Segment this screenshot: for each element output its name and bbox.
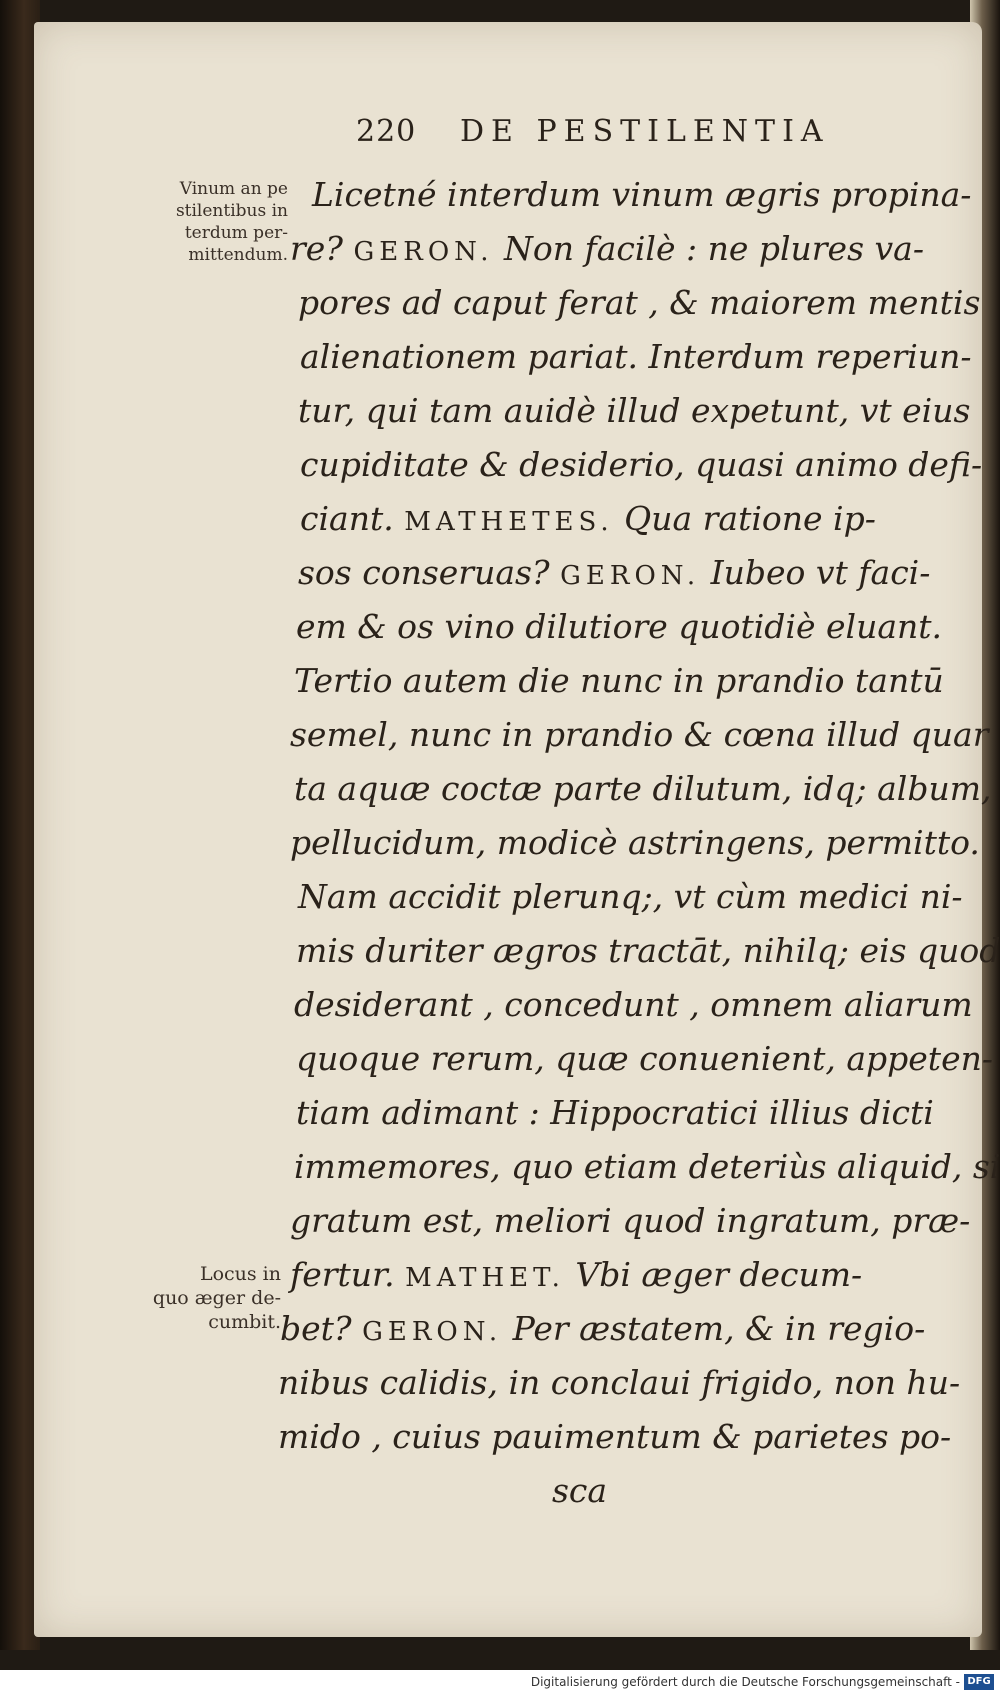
text-line [290,816,980,870]
text-line [290,708,988,762]
text-segment: em & os vino dilutiore quotidiè eluant. [296,607,943,646]
text-segment: immemores, quo etiam deteriùs aliquid, si [294,1147,1000,1186]
text-line [294,654,944,708]
text-segment: gratum est, meliori quod ingratum, præ- [290,1201,971,1240]
text-line [296,1086,934,1140]
margin-note-wine [128,178,288,266]
footer-bar [0,1670,1000,1697]
text-segment: Non facilè : ne plures va- [493,229,924,268]
margin-note-line: cumbit. [208,1311,281,1333]
speaker-name: GERON. [362,1317,503,1347]
running-head: DE PESTILENTIA [460,114,830,149]
text-line [300,330,972,384]
text-line [290,1248,862,1302]
body-text [278,168,1000,1510]
text-segment: bet? [280,1309,363,1348]
text-line [294,978,973,1032]
text-line [296,600,942,654]
text-line [298,384,970,438]
margin-note-line: Vinum an pe [179,179,288,199]
text-segment: Iubeo vt faci- [700,553,931,592]
text-segment: sca [552,1471,608,1510]
text-segment: desiderant , concedunt , omnem aliarum [294,985,973,1024]
speaker-name: MATHETES. [404,507,614,537]
text-segment: re? [290,229,354,268]
text-segment: alienationem pariat. Interdum reperiun- [300,337,972,376]
margin-note-line: Locus in [199,1263,281,1285]
margin-note-line: stilentibus in [175,201,288,221]
text-line [278,1410,951,1464]
text-segment: Qua ratione ip- [613,499,876,538]
text-segment: Licetné interdum vinum ægris propina- [312,175,972,214]
text-line [278,1356,960,1410]
text-line [552,1464,607,1518]
text-line [300,492,876,546]
text-segment: Per æstatem, & in regio- [502,1309,926,1348]
text-line [294,1140,1000,1194]
speaker-name: MATHET. [405,1263,565,1293]
text-line [296,1032,993,1086]
text-segment: Nam accidit plerunq;, vt cùm medici ni- [298,877,963,916]
text-line [300,438,982,492]
speaker-name: GERON. [353,237,494,267]
text-segment: pellucidum, modicè astringens, permitto. [290,823,980,862]
text-line [290,222,924,276]
page-number: 220 [356,114,417,149]
text-segment: tiam adimant : Hippocratici illius dicti [296,1093,934,1132]
page-header [320,92,880,152]
text-line [312,168,971,222]
text-line [296,924,1000,978]
text-line [294,762,992,816]
text-segment: tur, qui tam auidè illud expetunt, vt eius [298,391,971,430]
margin-note-line: terdum per- [184,223,288,243]
text-segment: Vbi æger decum- [564,1255,863,1294]
text-segment: Tertio autem die nunc in prandio tantū [294,661,944,700]
text-line [298,276,980,330]
text-segment: fertur. [290,1255,406,1294]
text-line [298,870,963,924]
text-line [280,1302,925,1356]
text-segment: nibus calidis, in conclaui frigido, non hu- [278,1363,961,1402]
text-segment: sos conseruas? [298,553,561,592]
dfg-logo: DFG [964,1674,994,1690]
text-segment: quoque rerum, quæ conuenient, appeten- [296,1039,993,1078]
text-segment: ciant. [300,499,405,538]
text-segment: cupiditate & desiderio, quasi animo defi- [300,445,983,484]
text-line [290,1194,970,1248]
text-segment: mis duriter ægros tractāt, nihilq; eis quod [296,931,1000,970]
text-segment: pores ad caput ferat , & maiorem mentis [298,283,981,322]
speaker-name: GERON. [560,561,701,591]
margin-note-location [106,1262,281,1334]
text-line [298,546,930,600]
margin-note-line: mittendum. [188,245,288,265]
text-segment: semel, nunc in prandio & cœna illud quar [290,715,989,754]
text-segment: ta aquæ coctæ parte dilutum, idq; album, [294,769,992,808]
text-segment: mido , cuius pauimentum & parietes po- [278,1417,952,1456]
funding-notice: Digitalisierung gefördert durch die Deutsche Forschungsgemeinschaft - [530,1675,960,1689]
margin-note-line: quo æger de- [152,1287,281,1309]
